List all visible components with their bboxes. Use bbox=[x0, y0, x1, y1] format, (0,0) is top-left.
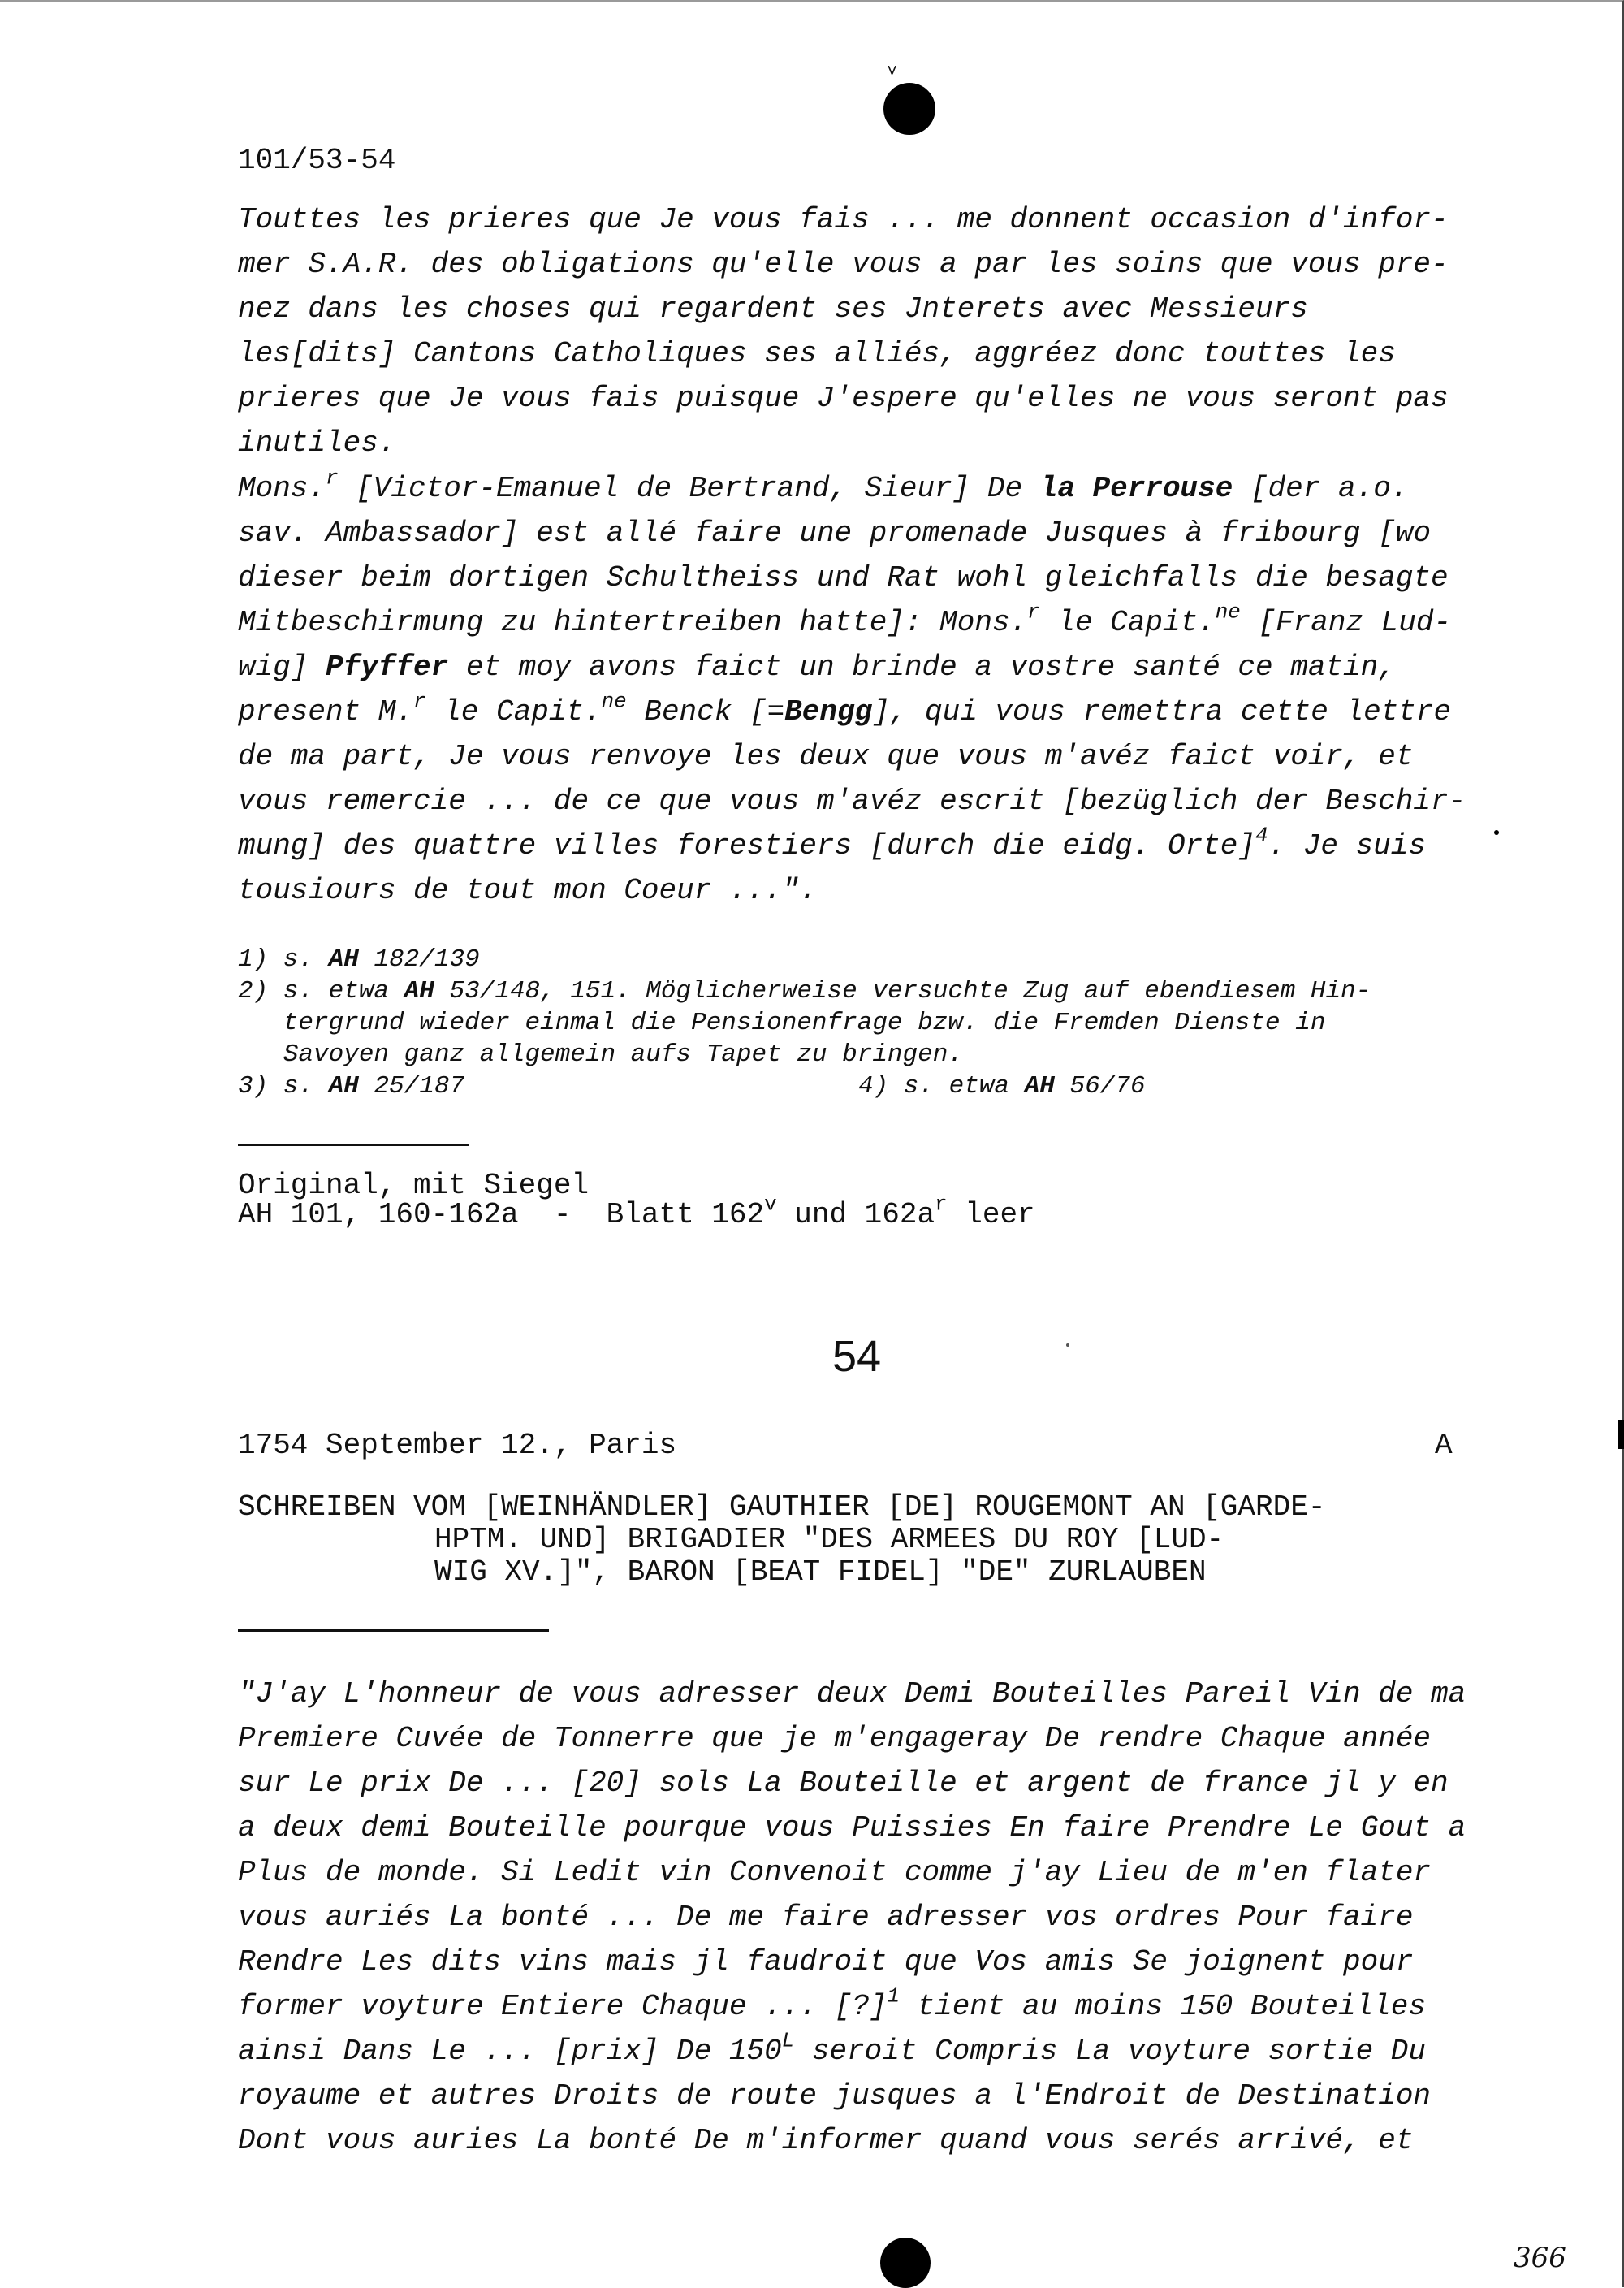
source-note: AH 101, 160-162a - Blatt 162$^v$ und $162a^r$ leer bbox=[238, 1192, 1035, 1231]
dust-speck-icon bbox=[1066, 1343, 1069, 1347]
text-line: former voyture Entiere Chaque ... [?]$^1$ tient au moins 150 Bouteilles bbox=[238, 1983, 1426, 2023]
edge-mark-icon bbox=[1618, 1420, 1624, 1449]
footnote: 4) s. etwa AH 56/76 bbox=[858, 1072, 1146, 1101]
text-line: "J'ay L'honneur de vous adresser deux Demi Bouteilles Pareil Vin de ma bbox=[238, 1677, 1466, 1711]
hole-punch-icon bbox=[880, 2238, 931, 2288]
text-line: wig] Pfyffer et moy avons faict un brinde a vostre santé ce matin, bbox=[238, 651, 1396, 684]
text-line: vous remercie ... de ce que vous m'avéz escrit [bezüglich der Beschir- bbox=[238, 785, 1466, 818]
document-marker: A bbox=[1435, 1429, 1453, 1462]
text-line: dieser beim dortigen Schultheiss und Rat wohl gleichfalls die besagte bbox=[238, 561, 1449, 595]
tick-mark-icon: ˅ bbox=[887, 62, 898, 82]
document-number: 54 bbox=[832, 1332, 882, 1381]
text-line: Premiere Cuvée de Tonnerre que je m'engageray De rendre Chaque année bbox=[238, 1722, 1432, 1755]
footnote: tergrund wieder einmal die Pensionenfrage bzw. die Fremden Dienste in bbox=[238, 1009, 1326, 1037]
source-note: Original, mit Siegel bbox=[238, 1169, 590, 1202]
text-line: royaume et autres Droits de route jusques a l'Endroit de Destination bbox=[238, 2079, 1432, 2113]
text-line: vous auriés La bonté ... De me faire adresser vos ordres Pour faire bbox=[238, 1901, 1414, 1934]
text-line: Mitbeschirmung zu hintertreiben hatte]: Mons.$^r$ le Capit.$^{ne}$ [Franz Lud- bbox=[238, 599, 1452, 639]
person-name: Pfyffer bbox=[326, 651, 449, 684]
text-line: Touttes les prieres que Je vous fais ... me donnent occasion d'infor- bbox=[238, 203, 1449, 236]
person-name: la Perrouse bbox=[1039, 472, 1233, 505]
page-mark: 366 bbox=[1514, 2242, 1566, 2274]
text-line: Dont vous auries La bonté De m'informer quand vous serés arrivé, et bbox=[238, 2124, 1414, 2157]
heading-line: WIG XV.]", BARON [BEAT FIDEL] "DE" ZURLAUBEN bbox=[434, 1555, 1207, 1589]
text-line: mung] des quattre villes forestiers [durch die eidg. Orte]$^4$. Je suis bbox=[238, 823, 1426, 863]
footnote: 2) s. etwa AH 53/148, 151. Möglicherweise versuchte Zug auf ebendiesem Hin- bbox=[238, 977, 1371, 1006]
text-line: inutiles. bbox=[238, 426, 396, 460]
text-line: prieres que Je vous fais puisque J'espere qu'elles ne vous seront pas bbox=[238, 382, 1449, 415]
heading-line: HPTM. UND] BRIGADIER "DES ARMEES DU ROY [LUD- bbox=[434, 1523, 1224, 1556]
person-name: Bengg bbox=[784, 695, 873, 729]
text-line: Rendre Les dits vins mais jl faudroit que Vos amis Se joignent pour bbox=[238, 1945, 1414, 1979]
text-line: ainsi Dans Le ... [prix] De $150^L$ seroit Compris La voyture sortie Du bbox=[238, 2028, 1426, 2068]
text-line: mer S.A.R. des obligations qu'elle vous a par les soins que vous pre- bbox=[238, 248, 1449, 281]
text-line: les[dits] Cantons Catholiques ses alliés, aggréez donc touttes les bbox=[238, 337, 1396, 370]
text-line: de ma part, Je vous renvoye les deux que vous m'avéz faict voir, et bbox=[238, 740, 1414, 773]
text-line: nez dans les choses qui regardent ses Jnterets avec Messieurs bbox=[238, 292, 1308, 326]
date-place: 1754 September 12., Paris bbox=[238, 1429, 677, 1462]
heading-line: SCHREIBEN VOM [WEINHÄNDLER] GAUTHIER [DE] ROUGEMONT AN [GARDE- bbox=[238, 1490, 1326, 1524]
footnote: 1) s. AH 182/139 bbox=[238, 945, 480, 974]
text-line: sav. Ambassador] est allé faire une promenade Jusques à fribourg [wo bbox=[238, 517, 1432, 550]
footnote: Savoyen ganz allgemein aufs Tapet zu bringen. bbox=[238, 1040, 963, 1069]
hole-punch-icon bbox=[883, 83, 935, 135]
text-line: sur Le prix De ... [20] sols La Bouteille et argent de france jl y en bbox=[238, 1767, 1449, 1800]
dust-speck-icon bbox=[1494, 830, 1499, 835]
document-reference: 101/53-54 bbox=[238, 144, 396, 177]
separator-rule bbox=[238, 1629, 549, 1632]
text-line: a deux demi Bouteille pourque vous Puissies En faire Prendre Le Gout a bbox=[238, 1811, 1466, 1845]
text-line: tousiours de tout mon Coeur ...". bbox=[238, 874, 817, 907]
text-line: Plus de monde. Si Ledit vin Convenoit comme j'ay Lieu de m'en flater bbox=[238, 1856, 1432, 1889]
text-line: present M.$^r$ le Capit.$^{ne}$ Benck [=Bengg], qui vous remettra cette lettre bbox=[238, 689, 1452, 729]
text-line: Mons.$^r$ [Victor-Emanuel de Bertrand, Sieur] De la Perrouse [der a.o. bbox=[238, 465, 1409, 505]
separator-rule bbox=[238, 1144, 469, 1146]
footnote: 3) s. AH 25/187 bbox=[238, 1072, 465, 1101]
